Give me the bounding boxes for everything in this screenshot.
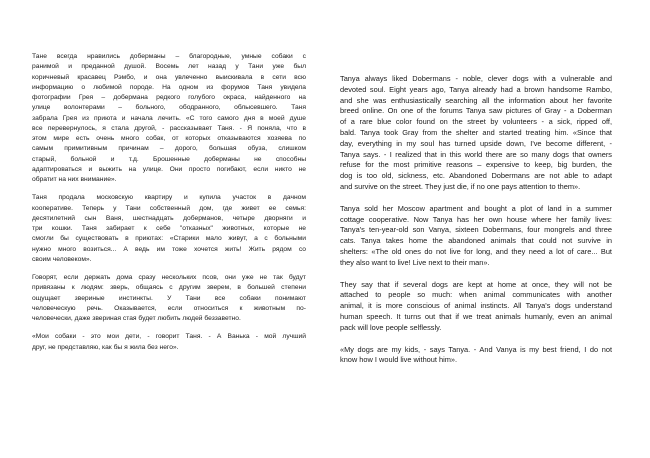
text-line: cats. Tanya takes home the abandoned animals that could not survive in — [340, 236, 612, 246]
text-line: обратит на них внимание». — [32, 176, 117, 183]
english-paragraph-3 — [340, 280, 612, 334]
text-line: самым примитивным причинам – дорого, большая обуза, слишком — [32, 145, 306, 153]
text-line: все перевернулось, я стала другой, - рассказывает Таня. - Я поняла, что в — [32, 124, 306, 132]
text-line: смогли бы существовать в приютах: «Старики мало живут, а с больными — [32, 235, 306, 243]
text-line: shelters: «The old ones do not live for long, and they need a lot of care... But — [340, 246, 612, 256]
text-line: адаптироваться и выжить на улице. Они просто погибают, если никто не — [32, 165, 306, 173]
text-line: человечески, даже звериная стая будет любить людей беззаветно. — [32, 315, 241, 322]
text-line: and survive on the street. They just die, if no one pays attention to them». — [340, 181, 581, 191]
text-line: привязаны к людям: зверь, общаясь с другим зверем, в большей степени — [32, 284, 306, 292]
english-paragraph-2 — [340, 204, 612, 269]
text-line: Tanya always liked Dobermans - noble, clever dogs with a vulnerable and — [340, 74, 612, 83]
russian-paragraph-1 — [32, 52, 306, 185]
text-line: day, everything in my soul has turned upside down, I've become different, - — [340, 138, 612, 148]
text-line: улице волонтерами – больного, ободранного, облысевшего. Таня — [32, 104, 306, 112]
text-line: know how I would live without him». — [340, 355, 458, 365]
text-line: друг, не представляю, как бы я жила без него». — [32, 343, 179, 351]
text-line: they also want to live! Live next to their man». — [340, 257, 490, 267]
russian-paragraph-4 — [32, 332, 306, 353]
text-line: нужно много возиться... А ведь им тоже хочется жить! Жить рядом со — [32, 245, 306, 253]
text-line: dog is too old, sickness, etc. Abandoned Dobermans are not able to adapt — [340, 171, 612, 181]
text-line: фотографии Грея – добермана редкого голубого окраса, найденного на — [32, 94, 306, 101]
text-line: коричневый красавец Рэмбо, и она увлеченно выискивала в сети всю — [32, 73, 306, 81]
text-line: cottage cooperative. Now Tanya has her own house where her family lives: — [340, 214, 612, 224]
text-line: pack will love people selflessly. — [340, 322, 442, 332]
text-line: десятилетний сын Ваня, шестнадцать доберманов, четыре дворняги и — [32, 214, 306, 222]
text-line: Тане всегда нравились доберманы – благородные, умные собаки с — [32, 53, 306, 60]
text-line: ранимой и преданной душой. Восемь лет назад у Тани уже был — [32, 63, 306, 71]
text-line: Tanya's ten-year-old son Vanya, sixteen Dobermans, four mongrels and three — [340, 225, 612, 235]
text-line: «Мои собаки - это мои дети, - говорит Таня. - А Ванька - мой лучший — [32, 333, 306, 341]
text-line: of a rare blue color found on the street by volunteers - a sick, ripped off, — [340, 117, 612, 127]
text-line: refuse for the most primitive reasons – expensive to keep, big burden, the — [340, 160, 612, 170]
text-line: забрала Грея из приюта и начала лечить. «С того самого дня в моей душе — [32, 114, 306, 122]
text-line: breed online. On one of the forums Tanya saw pictures of Gray - a Doberman — [340, 106, 612, 116]
text-line: этом мире есть очень много собак, от которых отказываются хозяева по — [32, 135, 306, 142]
text-line: «My dogs are my kids, - says Tanya. - And Vanya is my best friend, I do not — [340, 344, 612, 354]
text-line: and she was enthusiastically searching all the information about her favorite — [340, 95, 612, 105]
text-line: Говорят, если держать дома сразу нескольких псов, они уже не так будут — [32, 274, 306, 281]
text-line: ощущает звериные инстинкты. У Тани все собаки понимают — [32, 294, 306, 302]
text-line: attached to people so much: when animal communicates with another — [340, 290, 612, 300]
text-line: старый, больной и т.д. Брошенные доберманы не способны — [32, 155, 306, 163]
text-line: Tanya sold her Moscow apartment and bought a plot of land in a summer — [340, 203, 612, 213]
text-line: информацию о любимой породе. На одном из форумов Таня увидела — [32, 83, 306, 91]
text-line: devoted soul. Eight years ago, Tanya already had a brown handsome Rambo, — [340, 84, 612, 94]
text-line: animal, it is more conscious of animal instincts. All Tanya's dogs understand — [340, 301, 612, 311]
english-column — [340, 74, 612, 366]
text-line: bald. Tanya took Gray from the shelter and started treating him. «Since that — [340, 127, 612, 137]
text-line: Таня продала московскую квартиру и купила участок в дачном — [32, 194, 306, 202]
text-line: кооперативе. Теперь у Тани собственный дом, где живет ее семья: — [32, 204, 306, 212]
russian-paragraph-3 — [32, 273, 306, 324]
text-line: They say that if several dogs are kept at home at once, they will not be — [340, 279, 612, 289]
text-line: человеческую речь. Оказывается, если относиться к животным по- — [32, 304, 306, 312]
text-line: три кошки. Таня забирает к себе "отказных" животных, которые не — [32, 225, 306, 232]
text-line: Tanya says. - I realized that in this world there are so many dogs that owners — [340, 149, 612, 159]
russian-column — [32, 52, 306, 353]
text-line: human speech. It turns out that if we treat animals humanly, even an animal — [340, 311, 612, 321]
english-paragraph-1 — [340, 74, 612, 193]
russian-paragraph-2 — [32, 193, 306, 265]
english-paragraph-4 — [340, 345, 612, 367]
text-line: своим человеком». — [32, 255, 92, 263]
